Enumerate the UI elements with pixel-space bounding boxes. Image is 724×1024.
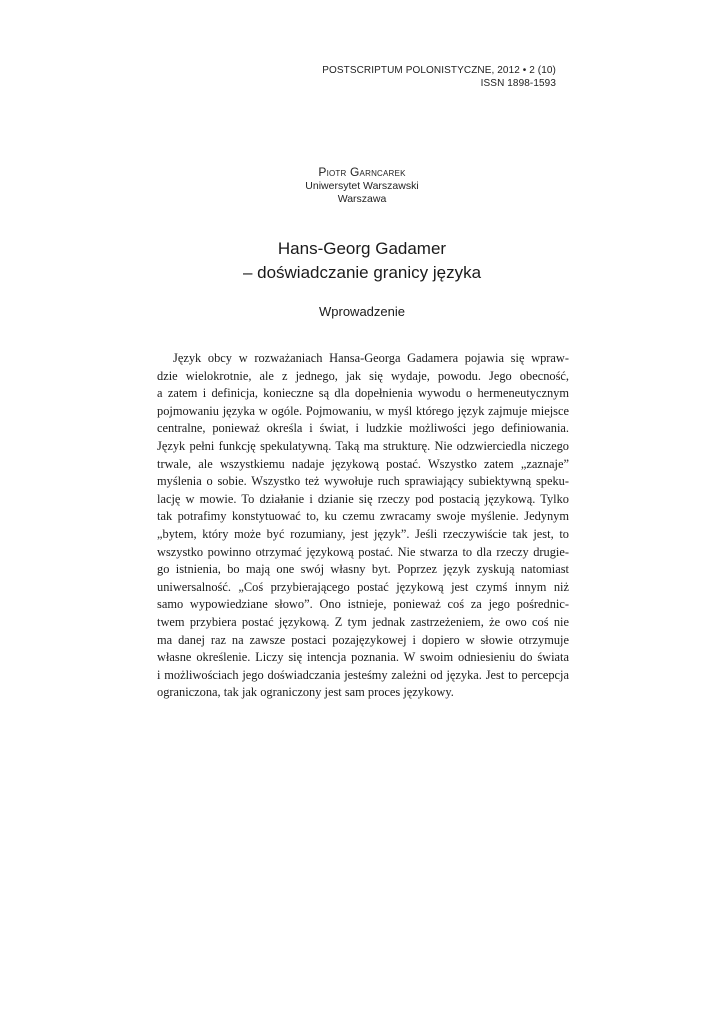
- paragraph-line: i możliwościach jego doświadczania jesteśmy zależni od języka. Jest to percepcja: [157, 667, 569, 682]
- title-line-1: Hans-Georg Gadamer: [277, 239, 447, 258]
- body-paragraph: [157, 350, 569, 702]
- paragraph-line: uniwersalność. „Coś przybierającego postać językową jest czymś innym niż: [157, 579, 569, 594]
- paragraph-line: „bytem, który może być rozumiany, jest język”. Jeśli rzeczywiście tak jest, to: [157, 526, 569, 541]
- paragraph-line: pojmowaniu języka w ogóle. Pojmowaniu, w myśl którego język zajmuje miejsce: [157, 403, 569, 418]
- paragraph-line: lację w mowie. To działanie i dzianie się rzeczy pod postacią językową. Tylko: [157, 491, 569, 506]
- paragraph-line: ograniczona, tak jak ograniczony jest sam proces językowy.: [157, 685, 454, 700]
- paragraph-line: a zatem i definicja, konieczne są dla dopełnienia wywodu o hermeneutycznym: [157, 386, 569, 401]
- paragraph-line: trwale, ale wszystkiemu nadaje językową postać. Wszystko zatem „zaznaje”: [157, 456, 569, 471]
- paragraph-line: wszystko powinno otrzymać językową postać. Nie stwarza to dla rzeczy drugie-: [157, 544, 569, 559]
- journal-line: POSTSCRIPTUM POLONISTYCZNE, 2012 • 2 (10): [322, 65, 556, 76]
- paragraph-line: ma danej raz na zawsze postaci pozajęzykowej i dopiero w słowie otrzymuje: [157, 632, 569, 647]
- paragraph-line: twem przybiera postać językową. Z tym jednak zastrzeżeniem, że owo coś nie: [157, 614, 569, 629]
- paragraph-line: dzie wielokrotnie, ale z jednego, jak się wydaje, powodu. Jego obecność,: [157, 368, 569, 383]
- paragraph-line: centralne, ponieważ określa i świat, i ludzkie możliwości jego definiowania.: [157, 421, 569, 436]
- paragraph-line: Język obcy w rozważaniach Hansa-Georga Gadamera pojawia się wpraw-: [173, 351, 569, 365]
- paragraph-line: samo wypowiedziane słowo”. Ono istnieje, ponieważ coś za jego pośrednic-: [157, 597, 569, 612]
- article-title: [0, 237, 724, 285]
- author-affiliation: Uniwersytet Warszawski: [305, 180, 419, 192]
- paragraph-line: Język pełni funkcję spekulatywną. Taką ma strukturę. Nie odzwierciedla niczego: [157, 438, 569, 453]
- section-heading: Wprowadzenie: [319, 304, 405, 319]
- paragraph-line: tak potrafimy konstytuować to, ku czemu zwracamy swoje myślenie. Jedynym: [157, 509, 569, 524]
- author-city: Warszawa: [337, 193, 387, 205]
- journal-header: [322, 64, 556, 90]
- paragraph-line: myślenia o sobie. Wszystko też wywołuje ruch sprawiający subiektywną speku-: [157, 474, 569, 489]
- title-line-2: – doświadczanie granicy języka: [242, 263, 482, 282]
- issn-line: ISSN 1898-1593: [480, 78, 556, 89]
- paragraph-line: go istnienia, bo mają one swój własny byt. Poprzez język zyskują natomiast: [157, 562, 569, 577]
- author-block: [0, 164, 724, 206]
- paragraph-line: własne określenie. Liczy się intencja poznania. W swoim odniesieniu do świata: [157, 650, 569, 665]
- author-name: Piotr Garncarek: [318, 165, 406, 179]
